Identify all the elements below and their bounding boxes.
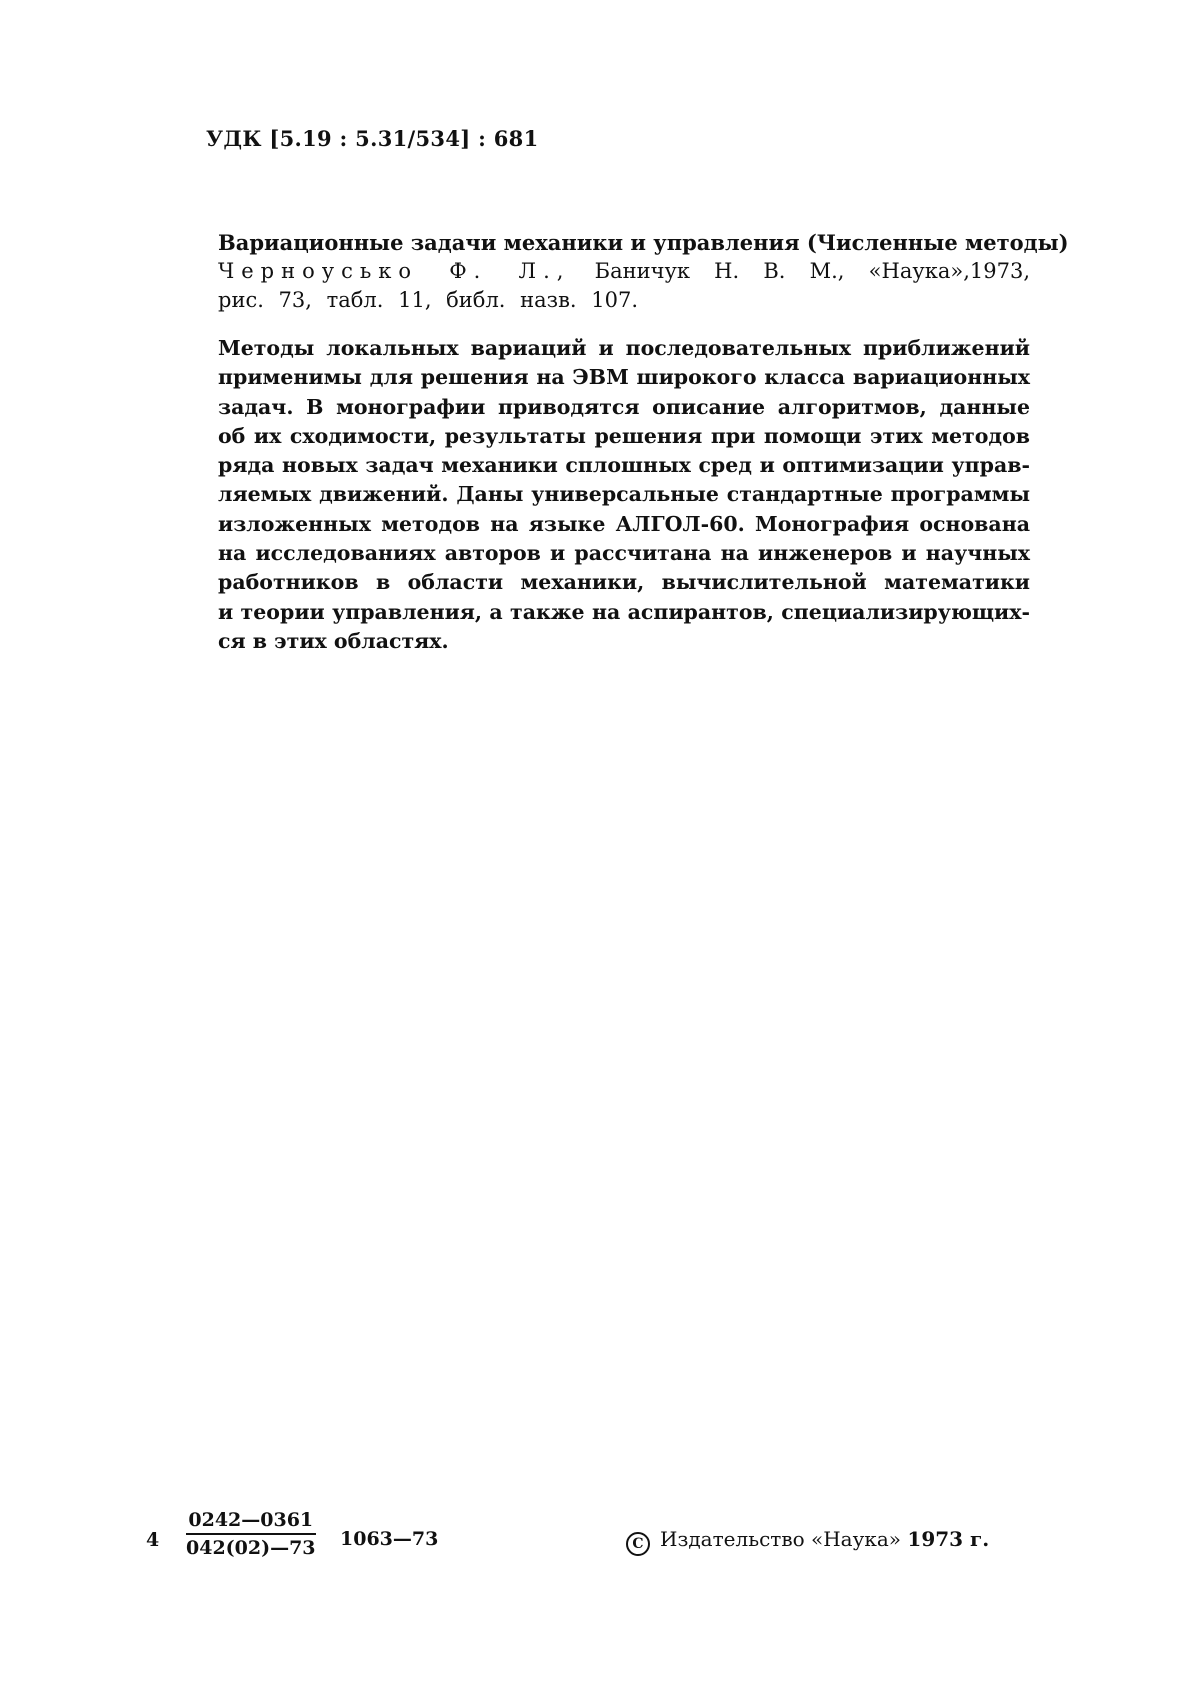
- abstract-line: и теории управления, а также на аспирантов, специализирующих-: [218, 599, 1030, 624]
- abstract-line: изложенных методов на языке АЛГОЛ-60. Монография основана: [218, 511, 1030, 536]
- catalog-number: 1063—73: [340, 1528, 439, 1550]
- publication-year: 1973 г.: [907, 1527, 990, 1551]
- abstract: [218, 334, 1030, 656]
- abstract-line: применимы для решения на ЭВМ широкого класса вариационных: [218, 365, 1030, 390]
- catalog-numerator: 0242—0361: [186, 1509, 316, 1535]
- abstract-line: задач. В монографии приводятся описание алгоритмов, данные: [218, 394, 1030, 419]
- abstract-line: Методы локальных вариаций и последовательных приближений: [218, 336, 1030, 360]
- book-title-line: Вариационные задачи механики и управления (Численные методы): [218, 230, 1069, 255]
- copyright-notice: [626, 1527, 989, 1556]
- abstract-line: на исследованиях авторов и рассчитана на инженеров и научных: [218, 541, 1030, 566]
- abstract-line: работников в области механики, вычислительной математики: [218, 570, 1030, 595]
- authors-line: [218, 257, 1030, 286]
- catalog-denominator: 042(02)—73: [186, 1537, 316, 1559]
- catalog-prefix: 4: [146, 1529, 160, 1551]
- catalog-fraction: [186, 1509, 316, 1559]
- abstract-line: ляемых движений. Даны универсальные стандартные программы: [218, 482, 1030, 507]
- udk-classification: УДК [5.19 : 5.31/534] : 681: [206, 126, 539, 151]
- abstract-line: ся в этих областях.: [218, 628, 449, 653]
- author-chernousko: Черноусько Ф. Л.,: [218, 259, 571, 283]
- publisher-name: Издательство «Наука»: [660, 1527, 902, 1551]
- book-stats-line: рис. 73, табл. 11, библ. назв. 107.: [218, 288, 639, 312]
- copyright-icon: C: [626, 1532, 650, 1556]
- abstract-line: об их сходимости, результаты решения при помощи этих методов: [218, 423, 1030, 448]
- abstract-line: ряда новых задач механики сплошных сред и оптимизации управ-: [218, 453, 1030, 478]
- bibliographic-record: [218, 228, 1069, 315]
- author-banichuk: Баничук Н. В. М., «Наука»,1973,: [594, 259, 1030, 283]
